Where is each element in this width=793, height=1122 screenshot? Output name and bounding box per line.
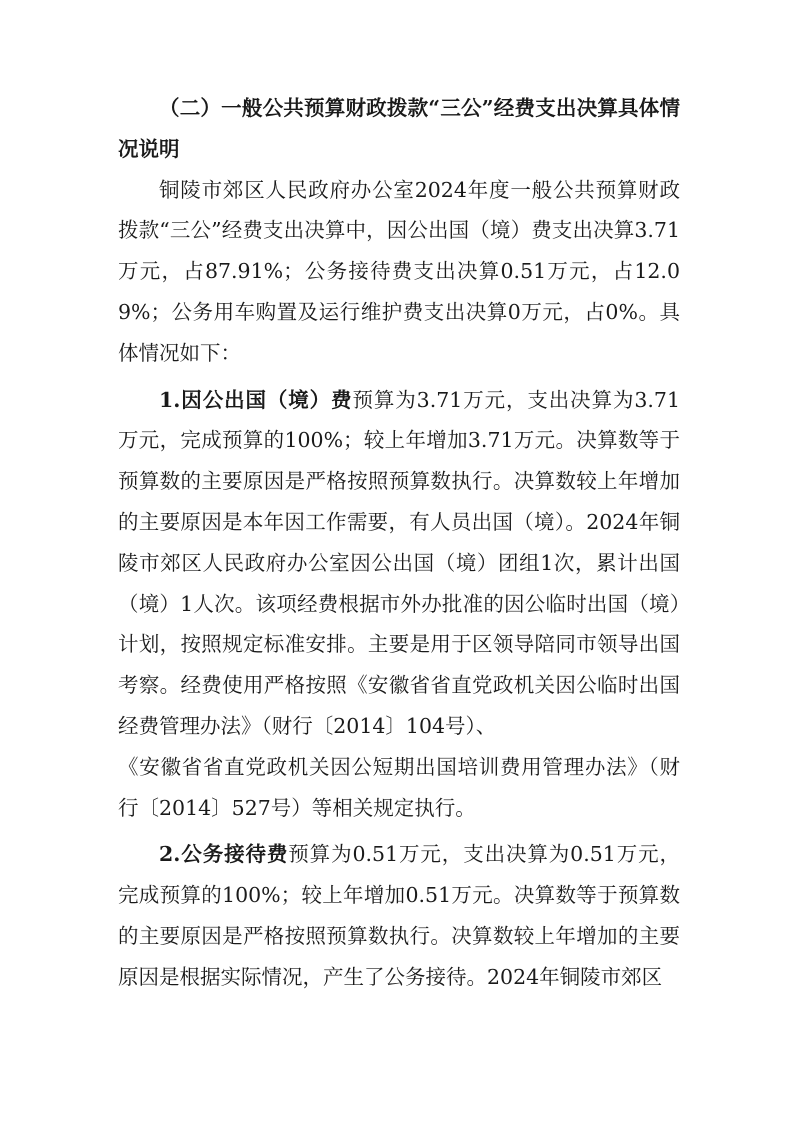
document-body — [118, 88, 680, 998]
item-body-travel-tail: 《安徽省省直党政机关因公短期出国培训费用管理办法》（财行〔2014〕527号）等相关规定执行。 — [118, 754, 680, 820]
section-heading: （二）一般公共预算财政拨款“三公”经费支出决算具体情况说明 — [118, 96, 680, 161]
item-body-reception: 预算为0.51万元，支出决算为0.51万元，完成预算的100%；较上年增加0.51万元。决算数等于预算数的主要原因是严格按照预算数执行。决算数较上年增加的主要原因是根据实际情况，产生了公务接待。2024年铜陵市郊区 — [118, 842, 680, 989]
item-paragraph-reception — [118, 834, 680, 997]
item-body-travel: 预算为3.71万元，支出决算为3.71万元，完成预算的100%；较上年增加3.71万元。决算数等于预算数的主要原因是严格按照预算数执行。决算数较上年增加的主要原因是本年因工作需要，有人员出国（境）。2024年铜陵市郊区人民政府办公室因公出国（境）团组1次，累计出国（境）1人次。该项经费根据市外办批准的因公临时出国（境）计划，按照规定标准安排。主要是用于区领导陪同市领导出国考察。经费使用严格按照《安徽省省直党政机关因公临时出国经费管理办法》（财行〔2014〕104号）、 — [118, 387, 680, 738]
item-paragraph-travel — [118, 380, 680, 747]
intro-tail-text: 具体情况如下： — [118, 299, 680, 365]
item-lead-reception: 2.公务接待费 — [159, 842, 289, 867]
intro-paragraph — [118, 170, 680, 374]
item-lead-travel: 1.因公出国（境）费 — [159, 387, 353, 412]
item-paragraph-travel-continued — [118, 747, 680, 829]
intro-text: 铜陵市郊区人民政府办公室2024年度一般公共预算财政拨款“三公”经费支出决算中，因公出国（境）费支出决算3.71万元，占87.91%；公务接待费支出决算0.51万元，占12.09%；公务用车购置及运行维护费支出决算0万元，占0%。 — [118, 177, 680, 324]
